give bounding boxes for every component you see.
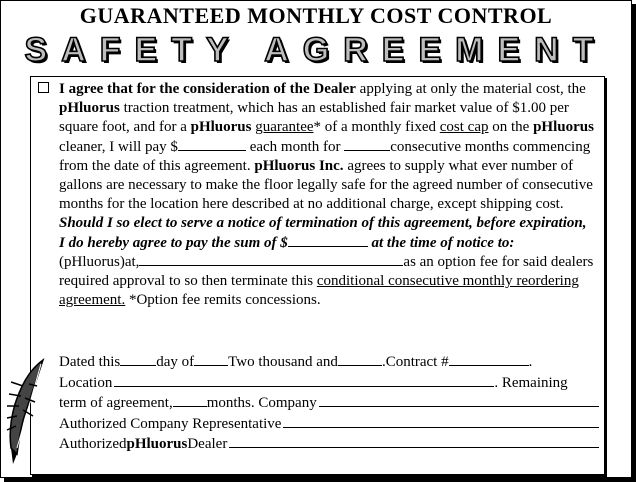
company-blank[interactable] [319,394,599,407]
term-label: term of agreement, [59,395,173,411]
authorized-label: Authorized [59,436,127,452]
months-company-label: months. Company [206,395,317,411]
agreement-text-7: cleaner, I will pay $ [59,138,178,155]
cost-cap-word: cost cap [439,119,489,136]
location-label: Location [59,374,113,391]
agreement-text-11: (pHluorus)at, [59,253,140,270]
day-blank[interactable] [120,353,156,366]
month-blank[interactable] [194,353,228,366]
dealer-label: Dealer [187,436,228,452]
term-row [59,393,599,414]
location-row [59,373,599,394]
year-blank[interactable] [338,353,382,366]
remaining-label: . Remaining [494,374,568,391]
representative-blank[interactable] [283,415,599,428]
dealer-row [59,434,599,455]
agreement-text-5: * of a monthly fixed [313,119,440,136]
signature-form [59,352,599,455]
brand-name: pHluorus [533,119,594,136]
termination-clause: Should I so elect to serve a notice of termination of this agreement, before expiration, I do hereby agree to pay the sum of $ [59,215,587,251]
agreement-text-10: agrees to supply what ever number of gallons are necessary to make the floor legally safe for the agreed number of consecutive months for the location here described at no additional charge, except shipping cost. [59,157,593,213]
agreement-text-12: as an option fee for said dealers required approval to so then terminate this [59,253,594,290]
agreement-text-8: each month for [245,138,345,155]
agreement-text-13: *Option fee remits concessions. [125,292,321,309]
termination-sum-blank[interactable] [288,234,368,247]
contract-number-blank[interactable] [449,353,529,366]
notice-address-blank[interactable] [139,253,403,266]
agreement-text-6: on the [488,119,534,136]
company-name: pHluorus Inc. [254,157,344,174]
location-blank[interactable] [114,374,494,387]
dated-row: Dated this day of Two thousand and .Contract # . [59,352,599,373]
conditional-clause: conditional consecutive monthly reordering agreement. [59,273,579,309]
brand-name: pHluorus [190,119,252,136]
months-count-blank[interactable] [344,138,390,151]
day-of-label: day of [156,354,195,370]
document-subtitle: SAFETY AGREEMENT [24,31,608,69]
agreement-text-9: consecutive months commencing from the date of this agreement. [59,138,591,174]
contract-label: .Contract # [381,354,449,370]
monthly-amount-blank[interactable] [178,138,246,151]
agreement-text-2: applying at only the material cost, the [355,81,586,97]
document-title: GUARANTEED MONTHLY COST CONTROL [79,3,553,28]
agreement-box [30,76,605,475]
agreement-text-3: traction treatment, which has an established fair market value of $1.00 per square foot, and for a [59,100,569,136]
quill-pen-icon [3,356,49,466]
two-thousand-label: Two thousand and [228,354,338,370]
agreement-text-1: I agree that for the consideration of the [59,81,314,97]
agreement-paragraph [59,80,596,310]
representative-row [59,414,599,435]
agreement-checkbox[interactable] [38,82,49,93]
dealer-word: Dealer [313,81,356,97]
brand-name: pHluorus [59,100,120,117]
representative-label: Authorized Company Representative [59,415,282,432]
termination-clause-end: at the time of notice to: [367,234,515,251]
dealer-brand: pHluorus [126,436,188,452]
dated-label: Dated this [59,354,121,370]
dealer-blank[interactable] [229,435,599,448]
guarantee-word: guarantee [255,119,314,136]
term-months-blank[interactable] [173,394,207,407]
